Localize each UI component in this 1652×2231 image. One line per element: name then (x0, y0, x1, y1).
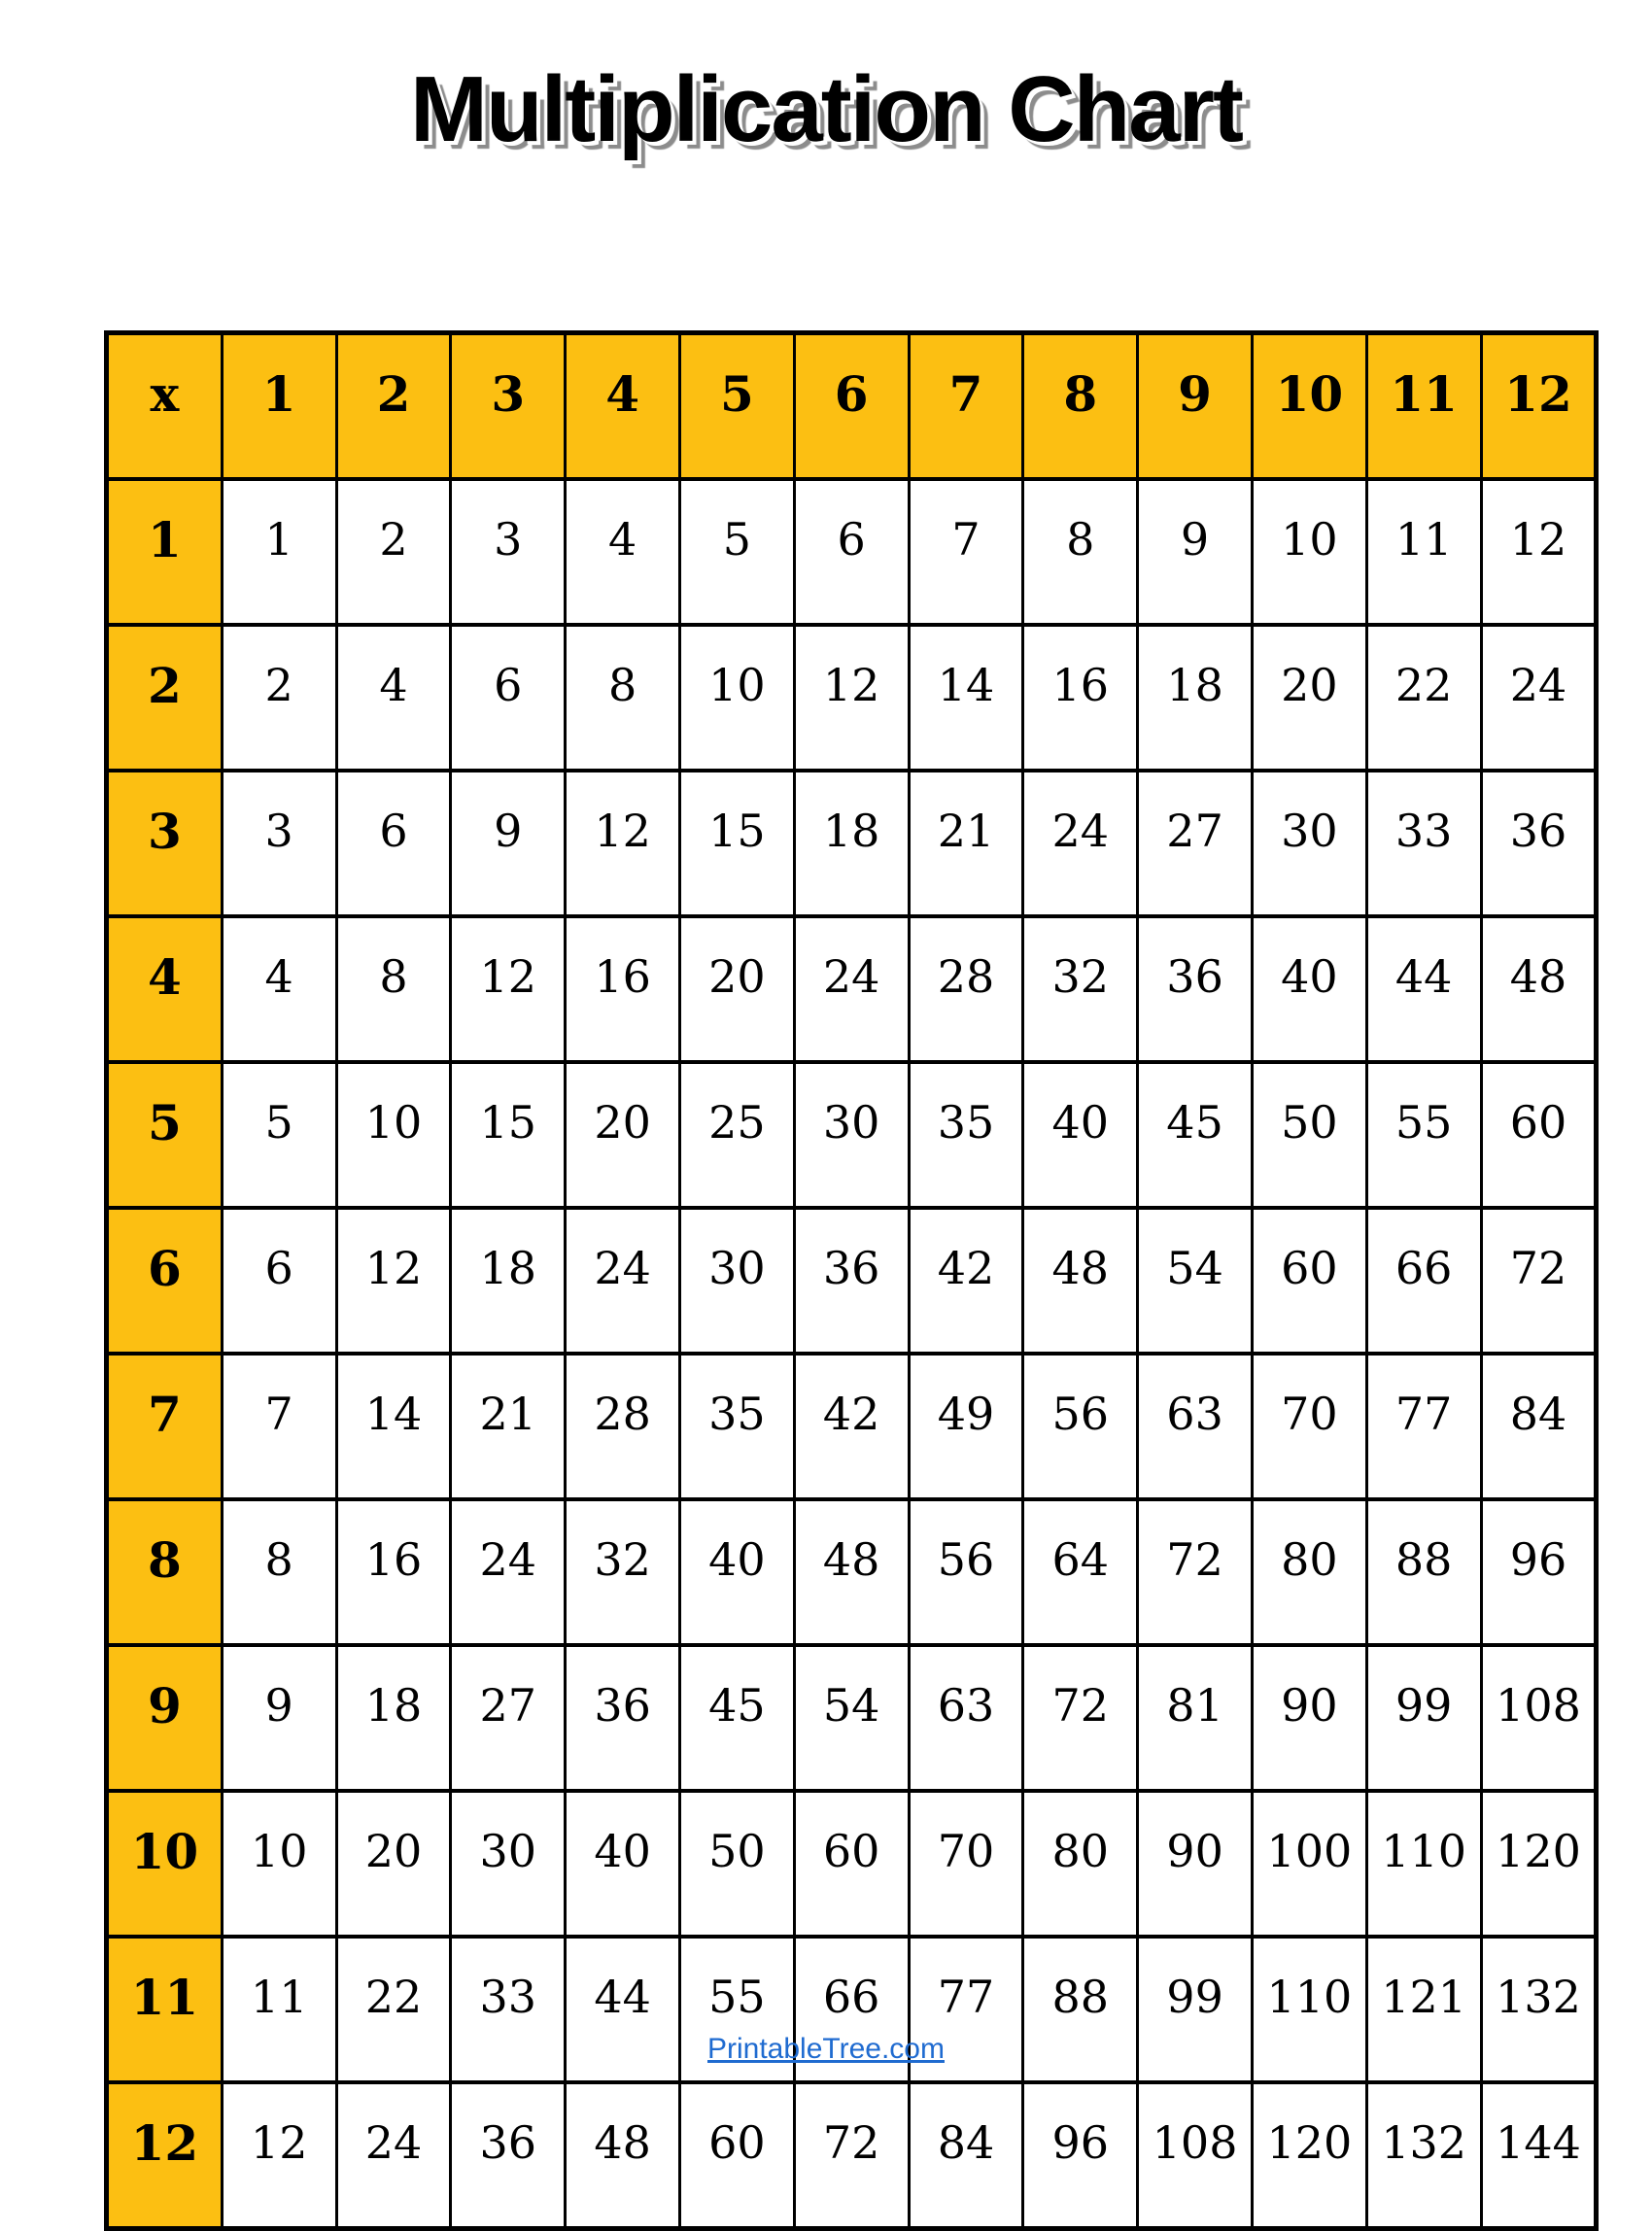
column-header-cell: 5 (679, 333, 794, 480)
table-row (107, 1354, 1597, 1499)
product-cell: 4 (336, 625, 451, 771)
row-header-cell: 7 (107, 1354, 223, 1499)
page-title: Multiplication Chart (410, 57, 1242, 161)
product-cell: 21 (451, 1354, 566, 1499)
product-cell: 21 (909, 771, 1023, 916)
product-cell: 15 (451, 1062, 566, 1208)
column-header-cell: 4 (566, 333, 680, 480)
product-cell: 11 (222, 1937, 336, 2082)
table-row (107, 1791, 1597, 1937)
product-cell: 2 (336, 479, 451, 625)
product-cell: 90 (1252, 1645, 1366, 1791)
product-cell: 5 (222, 1062, 336, 1208)
column-header-cell: 7 (909, 333, 1023, 480)
product-cell: 5 (679, 479, 794, 625)
product-cell: 64 (1023, 1499, 1138, 1645)
product-cell: 18 (1138, 625, 1253, 771)
product-cell: 14 (336, 1354, 451, 1499)
product-cell: 99 (1138, 1937, 1253, 2082)
product-cell: 84 (909, 2082, 1023, 2229)
product-cell: 56 (1023, 1354, 1138, 1499)
table-row (107, 1499, 1597, 1645)
product-cell: 44 (1366, 916, 1481, 1062)
product-cell: 50 (679, 1791, 794, 1937)
table-row (107, 1208, 1597, 1354)
product-cell: 48 (794, 1499, 909, 1645)
row-header-cell: 11 (107, 1937, 223, 2082)
product-cell: 54 (1138, 1208, 1253, 1354)
product-cell: 28 (909, 916, 1023, 1062)
product-cell: 45 (679, 1645, 794, 1791)
product-cell: 60 (679, 2082, 794, 2229)
product-cell: 16 (566, 916, 680, 1062)
column-header-cell: 2 (336, 333, 451, 480)
product-cell: 132 (1481, 1937, 1597, 2082)
product-cell: 32 (566, 1499, 680, 1645)
product-cell: 40 (679, 1499, 794, 1645)
product-cell: 132 (1366, 2082, 1481, 2229)
product-cell: 12 (566, 771, 680, 916)
product-cell: 7 (222, 1354, 336, 1499)
table-row (107, 916, 1597, 1062)
product-cell: 77 (909, 1937, 1023, 2082)
product-cell: 70 (909, 1791, 1023, 1937)
product-cell: 16 (336, 1499, 451, 1645)
product-cell: 60 (1252, 1208, 1366, 1354)
product-cell: 2 (222, 625, 336, 771)
product-cell: 3 (222, 771, 336, 916)
row-header-cell: 5 (107, 1062, 223, 1208)
footer (0, 2033, 1652, 2066)
product-cell: 72 (1023, 1645, 1138, 1791)
product-cell: 30 (679, 1208, 794, 1354)
product-cell: 6 (451, 625, 566, 771)
product-cell: 12 (222, 2082, 336, 2229)
row-header-cell: 1 (107, 479, 223, 625)
product-cell: 36 (451, 2082, 566, 2229)
column-header-cell: 1 (222, 333, 336, 480)
product-cell: 20 (336, 1791, 451, 1937)
product-cell: 24 (566, 1208, 680, 1354)
product-cell: 110 (1252, 1937, 1366, 2082)
column-header-cell: 8 (1023, 333, 1138, 480)
product-cell: 36 (566, 1645, 680, 1791)
product-cell: 6 (794, 479, 909, 625)
column-header-cell: 10 (1252, 333, 1366, 480)
product-cell: 90 (1138, 1791, 1253, 1937)
product-cell: 11 (1366, 479, 1481, 625)
product-cell: 96 (1481, 1499, 1597, 1645)
product-cell: 4 (222, 916, 336, 1062)
product-cell: 24 (1023, 771, 1138, 916)
product-cell: 16 (1023, 625, 1138, 771)
corner-cell: x (107, 333, 223, 480)
row-header-cell: 3 (107, 771, 223, 916)
product-cell: 8 (566, 625, 680, 771)
product-cell: 28 (566, 1354, 680, 1499)
product-cell: 84 (1481, 1354, 1597, 1499)
product-cell: 36 (1481, 771, 1597, 916)
product-cell: 24 (794, 916, 909, 1062)
product-cell: 108 (1138, 2082, 1253, 2229)
product-cell: 120 (1481, 1791, 1597, 1937)
product-cell: 36 (794, 1208, 909, 1354)
product-cell: 66 (794, 1937, 909, 2082)
table-row (107, 479, 1597, 625)
product-cell: 30 (794, 1062, 909, 1208)
product-cell: 40 (1252, 916, 1366, 1062)
row-header-cell: 8 (107, 1499, 223, 1645)
product-cell: 40 (566, 1791, 680, 1937)
product-cell: 20 (566, 1062, 680, 1208)
product-cell: 110 (1366, 1791, 1481, 1937)
product-cell: 24 (336, 2082, 451, 2229)
product-cell: 7 (909, 479, 1023, 625)
column-header-cell: 6 (794, 333, 909, 480)
product-cell: 56 (909, 1499, 1023, 1645)
product-cell: 88 (1366, 1499, 1481, 1645)
product-cell: 48 (1481, 916, 1597, 1062)
product-cell: 24 (1481, 625, 1597, 771)
column-header-cell: 12 (1481, 333, 1597, 480)
product-cell: 8 (336, 916, 451, 1062)
product-cell: 108 (1481, 1645, 1597, 1791)
column-header-cell: 3 (451, 333, 566, 480)
table-row (107, 1645, 1597, 1791)
product-cell: 120 (1252, 2082, 1366, 2229)
product-cell: 10 (1252, 479, 1366, 625)
product-cell: 99 (1366, 1645, 1481, 1791)
product-cell: 72 (1481, 1208, 1597, 1354)
product-cell: 12 (451, 916, 566, 1062)
product-cell: 60 (1481, 1062, 1597, 1208)
product-cell: 27 (1138, 771, 1253, 916)
product-cell: 9 (451, 771, 566, 916)
product-cell: 12 (1481, 479, 1597, 625)
column-header-cell: 11 (1366, 333, 1481, 480)
product-cell: 10 (336, 1062, 451, 1208)
row-header-cell: 2 (107, 625, 223, 771)
product-cell: 100 (1252, 1791, 1366, 1937)
row-header-cell: 4 (107, 916, 223, 1062)
product-cell: 80 (1023, 1791, 1138, 1937)
product-cell: 60 (794, 1791, 909, 1937)
product-cell: 45 (1138, 1062, 1253, 1208)
product-cell: 27 (451, 1645, 566, 1791)
product-cell: 81 (1138, 1645, 1253, 1791)
product-cell: 18 (451, 1208, 566, 1354)
product-cell: 44 (566, 1937, 680, 2082)
product-cell: 121 (1366, 1937, 1481, 2082)
product-cell: 66 (1366, 1208, 1481, 1354)
product-cell: 18 (794, 771, 909, 916)
row-header-cell: 10 (107, 1791, 223, 1937)
product-cell: 80 (1252, 1499, 1366, 1645)
product-cell: 10 (679, 625, 794, 771)
product-cell: 36 (1138, 916, 1253, 1062)
product-cell: 70 (1252, 1354, 1366, 1499)
header-row (107, 333, 1597, 480)
product-cell: 35 (679, 1354, 794, 1499)
product-cell: 10 (222, 1791, 336, 1937)
product-cell: 42 (909, 1208, 1023, 1354)
product-cell: 88 (1023, 1937, 1138, 2082)
product-cell: 18 (336, 1645, 451, 1791)
product-cell: 33 (451, 1937, 566, 2082)
product-cell: 12 (794, 625, 909, 771)
product-cell: 22 (1366, 625, 1481, 771)
product-cell: 50 (1252, 1062, 1366, 1208)
product-cell: 6 (222, 1208, 336, 1354)
title-container (0, 56, 1652, 163)
product-cell: 20 (679, 916, 794, 1062)
product-cell: 30 (1252, 771, 1366, 916)
row-header-cell: 6 (107, 1208, 223, 1354)
product-cell: 3 (451, 479, 566, 625)
product-cell: 63 (909, 1645, 1023, 1791)
product-cell: 49 (909, 1354, 1023, 1499)
multiplication-table (104, 330, 1599, 2231)
product-cell: 42 (794, 1354, 909, 1499)
row-header-cell: 12 (107, 2082, 223, 2229)
table-row (107, 625, 1597, 771)
product-cell: 6 (336, 771, 451, 916)
product-cell: 12 (336, 1208, 451, 1354)
product-cell: 96 (1023, 2082, 1138, 2229)
product-cell: 33 (1366, 771, 1481, 916)
table-row (107, 771, 1597, 916)
product-cell: 48 (566, 2082, 680, 2229)
table-row (107, 1062, 1597, 1208)
product-cell: 22 (336, 1937, 451, 2082)
table-container (104, 330, 1599, 2231)
product-cell: 1 (222, 479, 336, 625)
product-cell: 4 (566, 479, 680, 625)
product-cell: 48 (1023, 1208, 1138, 1354)
product-cell: 32 (1023, 916, 1138, 1062)
product-cell: 40 (1023, 1062, 1138, 1208)
product-cell: 9 (222, 1645, 336, 1791)
product-cell: 35 (909, 1062, 1023, 1208)
product-cell: 8 (1023, 479, 1138, 625)
product-cell: 77 (1366, 1354, 1481, 1499)
product-cell: 55 (679, 1937, 794, 2082)
product-cell: 54 (794, 1645, 909, 1791)
product-cell: 14 (909, 625, 1023, 771)
product-cell: 30 (451, 1791, 566, 1937)
product-cell: 72 (1138, 1499, 1253, 1645)
product-cell: 8 (222, 1499, 336, 1645)
table-row (107, 2082, 1597, 2229)
product-cell: 15 (679, 771, 794, 916)
product-cell: 63 (1138, 1354, 1253, 1499)
column-header-cell: 9 (1138, 333, 1253, 480)
footer-link[interactable]: PrintableTree.com (707, 2033, 945, 2065)
product-cell: 20 (1252, 625, 1366, 771)
product-cell: 72 (794, 2082, 909, 2229)
product-cell: 9 (1138, 479, 1253, 625)
product-cell: 25 (679, 1062, 794, 1208)
product-cell: 55 (1366, 1062, 1481, 1208)
product-cell: 24 (451, 1499, 566, 1645)
row-header-cell: 9 (107, 1645, 223, 1791)
product-cell: 144 (1481, 2082, 1597, 2229)
